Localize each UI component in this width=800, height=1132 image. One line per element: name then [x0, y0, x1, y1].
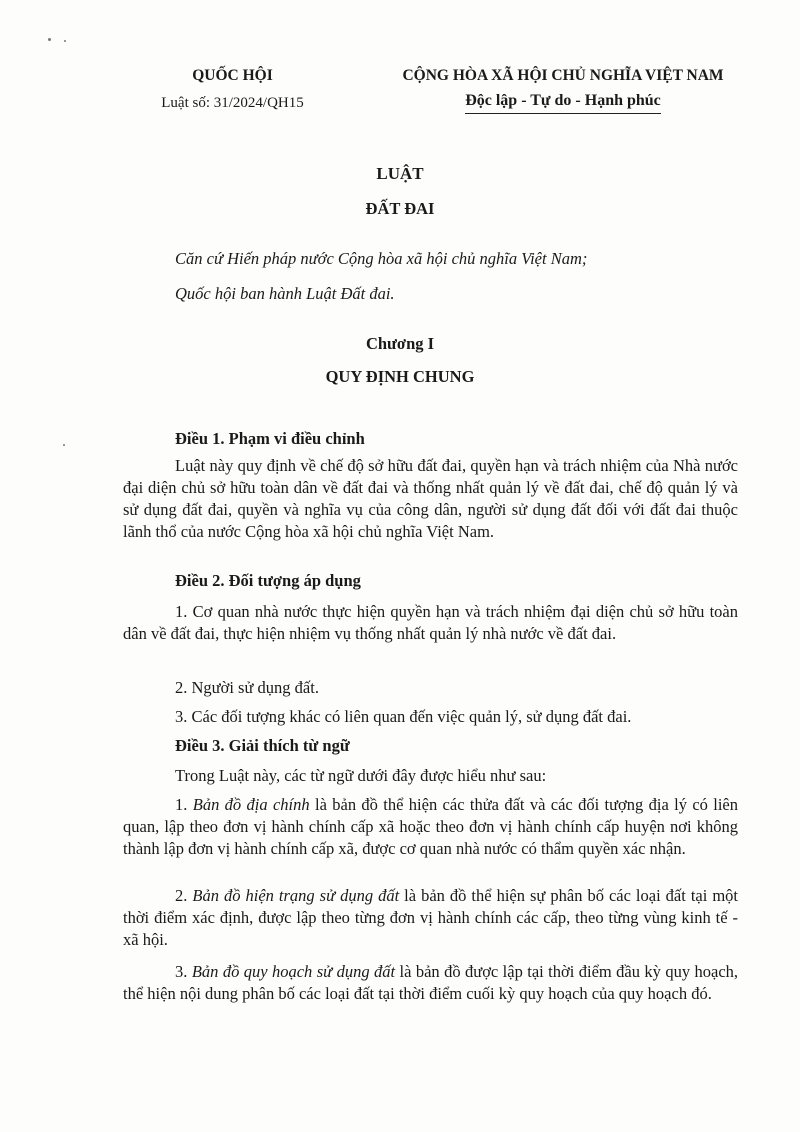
national-motto	[368, 90, 758, 114]
definition-3-text: là bản đồ được lập tại thời điểm đầu kỳ quy hoạch, thể hiện nội dung phân bố các loại đất tại thời điểm cuối kỳ quy hoạch của quy hoạch đó.	[123, 962, 739, 1003]
article-2-item-1: 1. Cơ quan nhà nước thực hiện quyền hạn và trách nhiệm đại diện chủ sở hữu toàn dân về đất đai, thực hiện nhiệm vụ thống nhất quản lý nhà nước về đất đai.	[123, 602, 738, 643]
article-3-title: Điều 3. Giải thích từ ngữ	[175, 736, 350, 755]
document-title: ĐẤT ĐAI	[365, 199, 435, 218]
definition-2-number: 2.	[175, 886, 193, 905]
article-1-body: Luật này quy định về chế độ sở hữu đất đai, quyền hạn và trách nhiệm của Nhà nước đại diện chủ sở hữu toàn dân về đất đai và thống nhất quản lý về đất đai, chế độ quản lý và sử dụng đất đai, quyền và nghĩa vụ của công dân, người sử dụng đất đối với đất đai thuộc lãnh thổ của nước Cộng hòa xã hội chủ nghĩa Việt Nam.	[123, 456, 738, 541]
chapter-label: Chương I	[365, 334, 435, 353]
scan-speck	[48, 38, 51, 41]
issuing-body-block	[125, 66, 340, 114]
definition-2-term: Bản đồ hiện trạng sử dụng đất	[192, 886, 400, 905]
definition-1-number: 1.	[175, 795, 193, 814]
article-3-definition-1	[123, 794, 738, 860]
article-2-item-3: 3. Các đối tượng khác có liên quan đến việc quản lý, sử dụng đất đai.	[175, 707, 632, 726]
motto-text: Độc lập - Tự do - Hạnh phúc	[465, 90, 661, 114]
national-title-block	[368, 66, 758, 114]
definition-1-term: Bản đồ địa chính	[192, 795, 310, 814]
definition-2-text: là bản đồ thể hiện sự phân bố các loại đất tại một thời điểm xác định, được lập theo từng đơn vị hành chính các cấp, theo từng vùng kinh tế - xã hội.	[123, 886, 739, 949]
law-number: Luật số: 31/2024/QH15	[161, 95, 304, 111]
preamble-enactment: Quốc hội ban hành Luật Đất đai.	[175, 284, 395, 303]
chapter-name: QUY ĐỊNH CHUNG	[325, 367, 475, 386]
article-3-definition-2	[123, 885, 738, 951]
country-name: CỘNG HÒA XÃ HỘI CHỦ NGHĨA VIỆT NAM	[402, 67, 724, 84]
definition-3-term: Bản đồ quy hoạch sử dụng đất	[191, 962, 396, 981]
document-type: LUẬT	[376, 164, 424, 183]
article-3-intro: Trong Luật này, các từ ngữ dưới đây được hiểu như sau:	[175, 766, 547, 785]
scan-speck	[63, 444, 65, 446]
scan-speck	[64, 40, 66, 42]
definition-1-text: là bản đồ thể hiện các thửa đất và các đối tượng địa lý có liên quan, lập theo đơn vị hành chính cấp xã hoặc theo đơn vị hành chính cấp huyện nơi không thành lập đơn vị hành chính cấp xã, được cơ quan nhà nước có thẩm quyền xác nhận.	[123, 795, 739, 858]
definition-3-number: 3.	[175, 962, 192, 981]
issuing-body: QUỐC HỘI	[192, 67, 273, 84]
article-2-title: Điều 2. Đối tượng áp dụng	[175, 571, 361, 590]
article-3-definition-3	[123, 961, 738, 1005]
preamble-basis: Căn cứ Hiến pháp nước Cộng hòa xã hội chủ nghĩa Việt Nam;	[175, 249, 588, 268]
article-1-title: Điều 1. Phạm vi điều chỉnh	[175, 429, 365, 448]
article-2-item-2: 2. Người sử dụng đất.	[175, 678, 319, 697]
